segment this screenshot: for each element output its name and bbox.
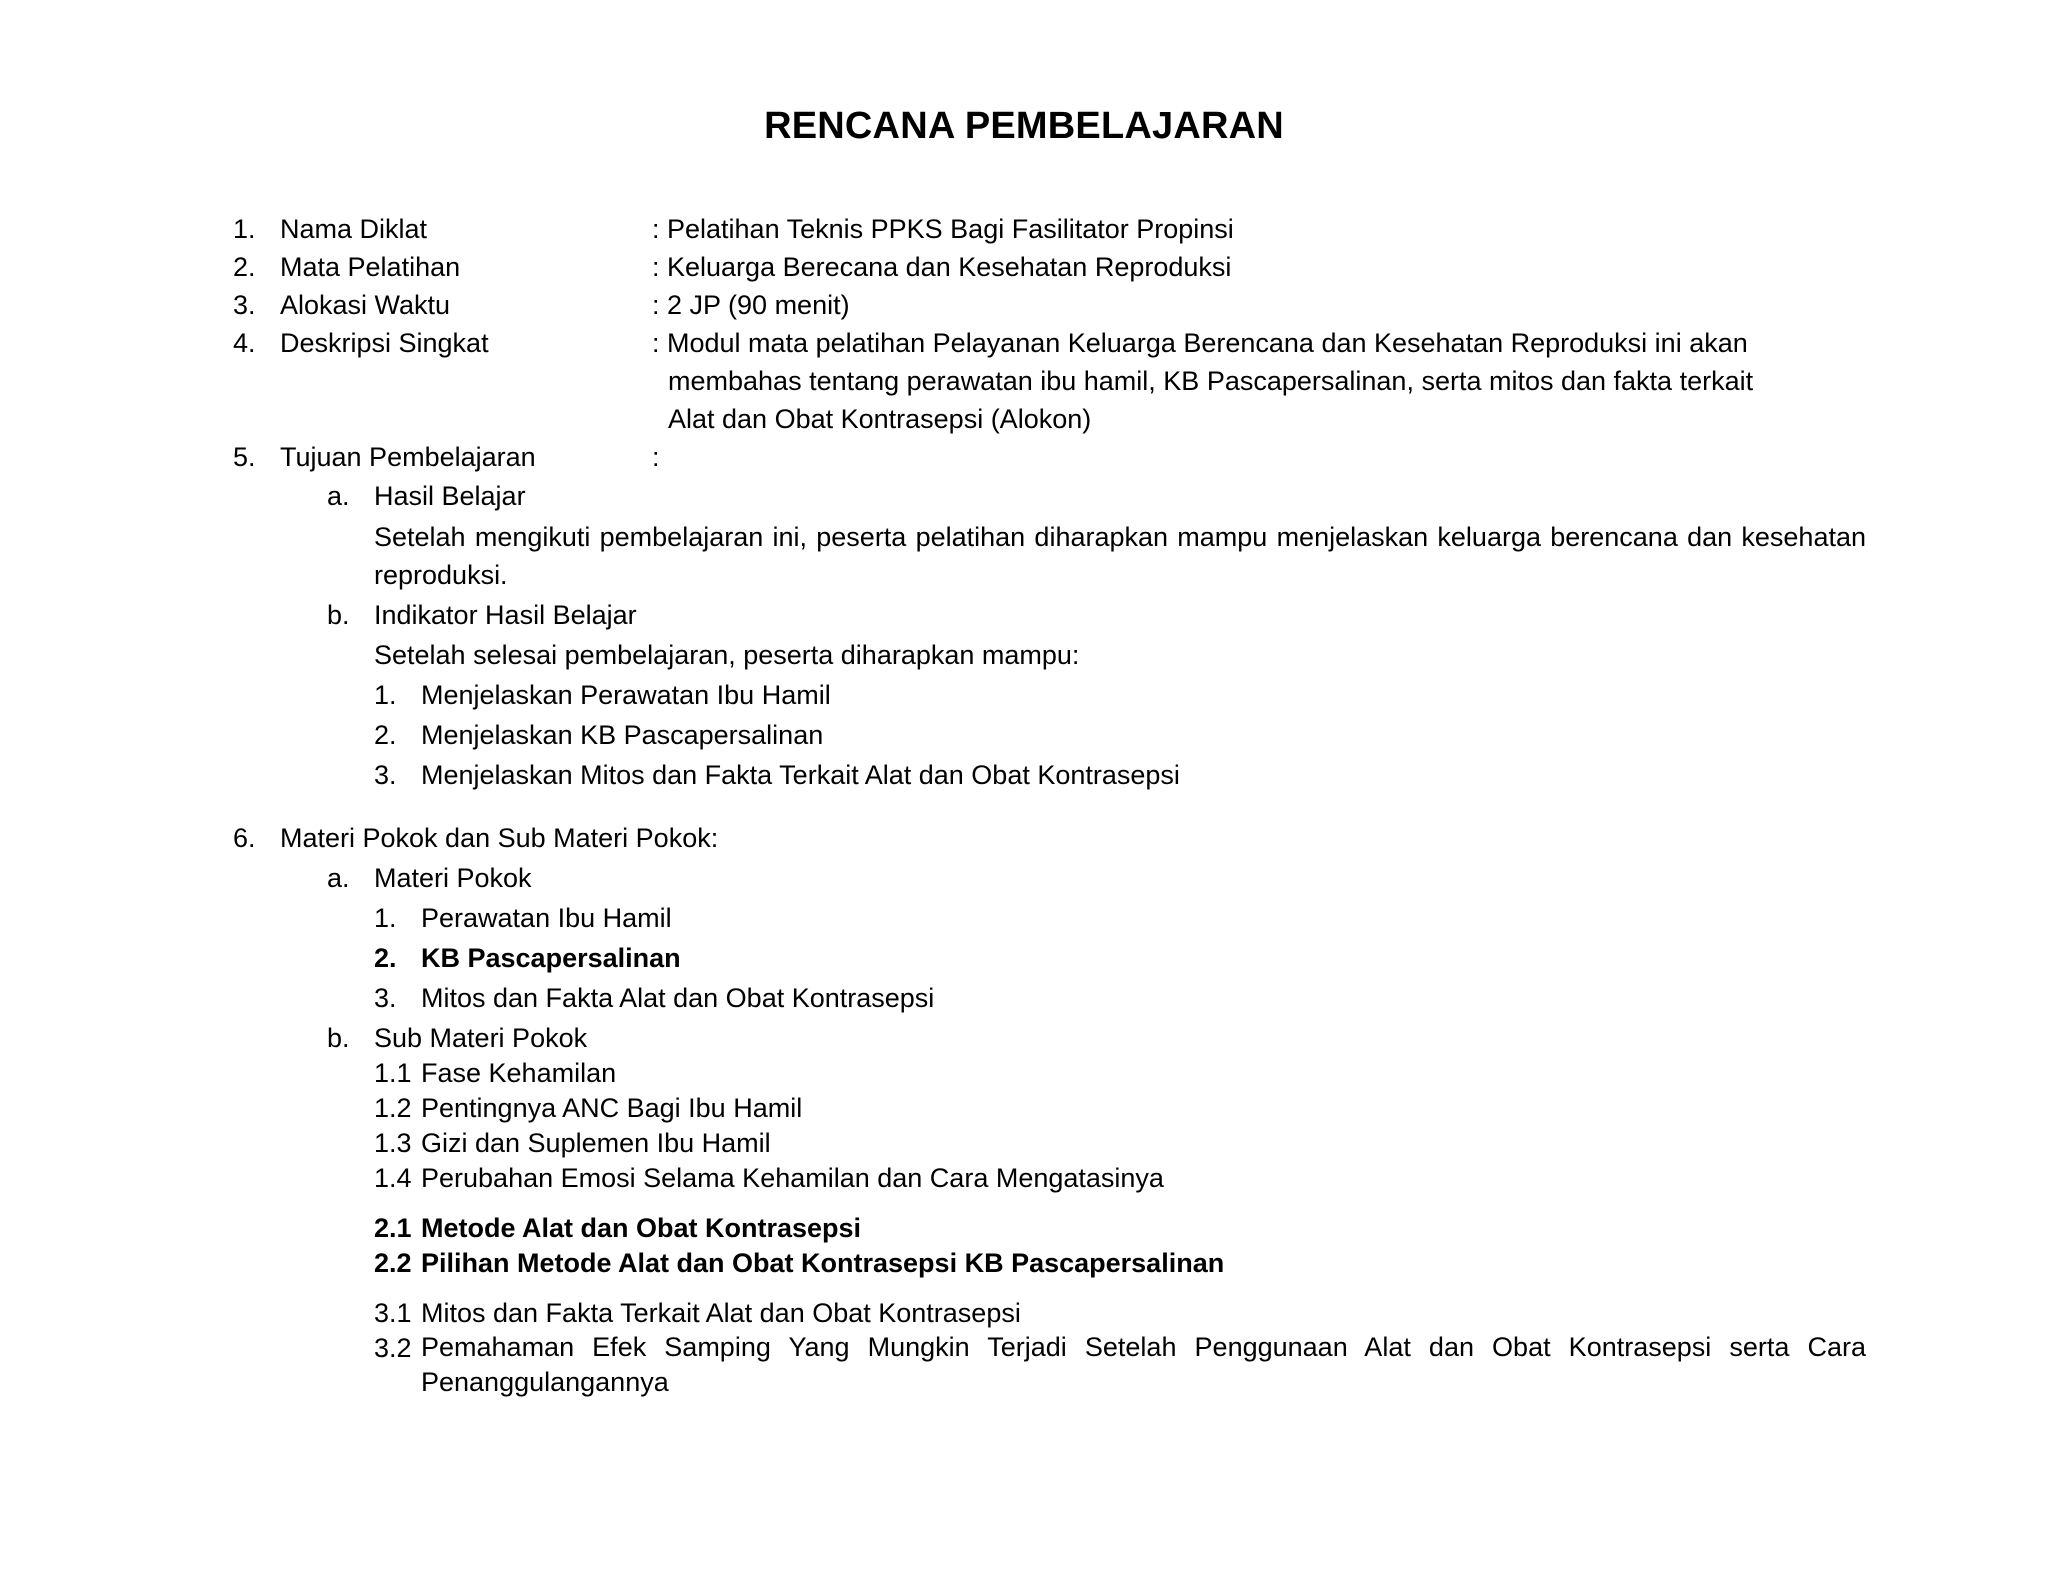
info-label: Alokasi Waktu [280, 290, 451, 320]
sub-item: Mitos dan Fakta Terkait Alat dan Obat Kontrasepsi [421, 1298, 1021, 1328]
info-value: : Keluarga Berecana dan Kesehatan Reproduksi [652, 252, 1232, 282]
info-value-continued: membahas tentang perawatan ibu hamil, KB Pascapersalinan, serta mitos dan fakta terkait [668, 366, 1754, 396]
page-title: RENCANA PEMBELAJARAN [764, 105, 1284, 147]
list-num: 2. [374, 943, 397, 973]
sub-num: 3.2 [374, 1333, 412, 1363]
sub-num: 1.3 [374, 1128, 412, 1158]
section-heading: Sub Materi Pokok [374, 1023, 588, 1053]
info-num: 3. [233, 290, 256, 320]
sub-item: Fase Kehamilan [421, 1058, 617, 1088]
info-label: Mata Pelatihan [280, 252, 461, 282]
section-letter: b. [327, 600, 350, 630]
sub-num: 1.2 [374, 1093, 412, 1123]
sub-num: 2.2 [374, 1248, 412, 1278]
info-value-continued: Alat dan Obat Kontrasepsi (Alokon) [668, 404, 1092, 434]
sub-num: 2.1 [374, 1213, 412, 1243]
sub-item: Pilihan Metode Alat dan Obat Kontrasepsi KB Pascapersalinan [421, 1248, 1225, 1278]
list-num: 3. [374, 983, 397, 1013]
info-value: : Modul mata pelatihan Pelayanan Keluarga Berencana dan Kesehatan Reproduksi ini akan [652, 328, 1748, 358]
info-value: : 2 JP (90 menit) [652, 290, 850, 320]
section-letter: a. [327, 863, 350, 893]
info-value: : Pelatihan Teknis PPKS Bagi Fasilitator Propinsi [652, 214, 1234, 244]
hasil-belajar-text: Setelah mengikuti pembelajaran ini, peserta pelatihan diharapkan mampu menjelaskan keluarga berencana dan kesehatan reproduksi. [374, 522, 1866, 590]
section-letter: b. [327, 1023, 350, 1053]
info-num: 4. [233, 328, 256, 358]
sub-item: Gizi dan Suplemen Ibu Hamil [421, 1128, 771, 1158]
section-heading: Materi Pokok dan Sub Materi Pokok: [280, 823, 719, 853]
list-item: KB Pascapersalinan [421, 943, 681, 973]
sub-item: Perubahan Emosi Selama Kehamilan dan Cara Mengatasinya [421, 1163, 1164, 1193]
sub-num: 3.1 [374, 1298, 412, 1328]
sub-num: 1.1 [374, 1058, 412, 1088]
list-num: 1. [374, 680, 397, 710]
info-num: 5. [233, 442, 256, 472]
info-label: Nama Diklat [280, 214, 428, 244]
list-item: Menjelaskan Perawatan Ibu Hamil [421, 680, 831, 710]
list-item: Menjelaskan KB Pascapersalinan [421, 720, 824, 750]
info-label: Deskripsi Singkat [280, 328, 489, 358]
list-num: 2. [374, 720, 397, 750]
list-num: 1. [374, 903, 397, 933]
sub-item: Pentingnya ANC Bagi Ibu Hamil [421, 1093, 803, 1123]
list-num: 3. [374, 760, 397, 790]
info-value: : [652, 442, 660, 472]
list-item: Menjelaskan Mitos dan Fakta Terkait Alat dan Obat Kontrasepsi [421, 760, 1180, 790]
list-item: Mitos dan Fakta Alat dan Obat Kontrasepsi [421, 983, 935, 1013]
section-heading: Indikator Hasil Belajar [374, 600, 637, 630]
section-heading: Materi Pokok [374, 863, 532, 893]
section-heading: Hasil Belajar [374, 481, 526, 511]
info-label: Tujuan Pembelajaran [280, 442, 536, 472]
sub-item: Metode Alat dan Obat Kontrasepsi [421, 1213, 862, 1243]
info-num: 1. [233, 214, 256, 244]
sub-num: 1.4 [374, 1163, 412, 1193]
sub-item: Pemahaman Efek Samping Yang Mungkin Terjadi Setelah Penggunaan Alat dan Obat Kontrasepsi serta Cara Penanggulangannya [421, 1332, 1866, 1397]
list-item: Perawatan Ibu Hamil [421, 903, 672, 933]
info-num: 2. [233, 252, 256, 282]
info-num: 6. [233, 823, 256, 853]
section-letter: a. [327, 481, 350, 511]
indikator-intro: Setelah selesai pembelajaran, peserta diharapkan mampu: [374, 640, 1080, 670]
